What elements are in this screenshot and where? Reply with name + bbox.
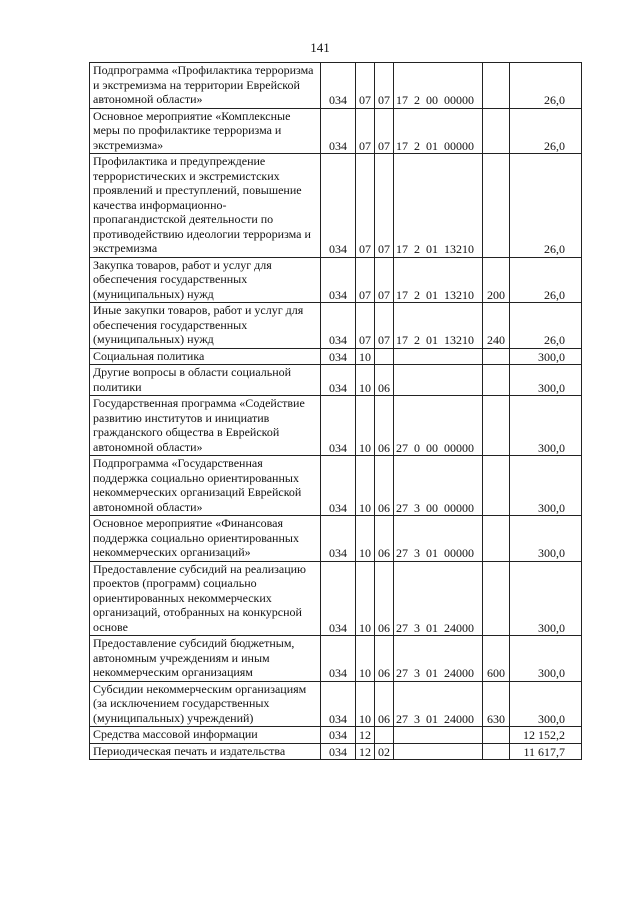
expense-type-cell: 630 (483, 681, 510, 727)
target-article-cell (394, 743, 483, 760)
subsection-code-cell: 06 (375, 636, 394, 682)
table-row (90, 743, 582, 760)
expense-type-cell: 240 (483, 303, 510, 349)
row-name-cell: Субсидии некоммерческим организациям (за исключением государственных (муниципальных) учреждений) (90, 681, 321, 727)
expense-type-cell (483, 743, 510, 760)
expense-type-cell: 600 (483, 636, 510, 682)
ministry-code-cell: 034 (321, 681, 356, 727)
subsection-code-cell: 07 (375, 257, 394, 303)
amount-cell: 300,0 (510, 636, 582, 682)
row-name-cell: Основное мероприятие «Комплексные меры по профилактике терроризма и экстремизма» (90, 108, 321, 154)
amount-cell: 300,0 (510, 348, 582, 365)
subsection-code-cell: 06 (375, 396, 394, 456)
target-article-cell: 17 2 01 13210 (394, 154, 483, 258)
table-row (90, 303, 582, 349)
ministry-code-cell: 034 (321, 456, 356, 516)
amount-cell: 300,0 (510, 681, 582, 727)
amount-cell: 300,0 (510, 516, 582, 562)
budget-table (89, 62, 582, 760)
ministry-code-cell: 034 (321, 257, 356, 303)
section-code-cell: 12 (356, 727, 375, 744)
expense-type-cell (483, 396, 510, 456)
section-code-cell: 10 (356, 681, 375, 727)
table-row (90, 516, 582, 562)
section-code-cell: 07 (356, 154, 375, 258)
row-name-cell: Социальная политика (90, 348, 321, 365)
subsection-code-cell: 06 (375, 561, 394, 636)
subsection-code-cell: 02 (375, 743, 394, 760)
subsection-code-cell: 07 (375, 63, 394, 109)
section-code-cell: 10 (356, 456, 375, 516)
section-code-cell: 07 (356, 63, 375, 109)
target-article-cell: 17 2 01 00000 (394, 108, 483, 154)
table-row (90, 63, 582, 109)
amount-cell: 26,0 (510, 63, 582, 109)
target-article-cell: 17 2 01 13210 (394, 257, 483, 303)
ministry-code-cell: 034 (321, 727, 356, 744)
table-row (90, 365, 582, 396)
section-code-cell: 10 (356, 561, 375, 636)
target-article-cell: 27 3 01 00000 (394, 516, 483, 562)
section-code-cell: 10 (356, 365, 375, 396)
expense-type-cell (483, 727, 510, 744)
row-name-cell: Предоставление субсидий на реализацию проектов (программ) социально ориентированных некоммерческих организаций, отобранных на конкурсной основе (90, 561, 321, 636)
subsection-code-cell: 06 (375, 681, 394, 727)
row-name-cell: Иные закупки товаров, работ и услуг для обеспечения государственных (муниципальных) нужд (90, 303, 321, 349)
amount-cell: 26,0 (510, 108, 582, 154)
page-number: 141 (310, 40, 330, 55)
table-row (90, 456, 582, 516)
subsection-code-cell (375, 727, 394, 744)
section-code-cell: 12 (356, 743, 375, 760)
section-code-cell: 10 (356, 636, 375, 682)
target-article-cell: 27 3 01 24000 (394, 561, 483, 636)
target-article-cell: 27 3 01 24000 (394, 681, 483, 727)
subsection-code-cell: 07 (375, 303, 394, 349)
table-row (90, 727, 582, 744)
table-row (90, 396, 582, 456)
expense-type-cell (483, 365, 510, 396)
target-article-cell: 17 2 00 00000 (394, 63, 483, 109)
ministry-code-cell: 034 (321, 63, 356, 109)
ministry-code-cell: 034 (321, 743, 356, 760)
ministry-code-cell: 034 (321, 561, 356, 636)
table-row (90, 108, 582, 154)
target-article-cell (394, 365, 483, 396)
amount-cell: 12 152,2 (510, 727, 582, 744)
table-row (90, 348, 582, 365)
expense-type-cell (483, 456, 510, 516)
section-code-cell: 10 (356, 516, 375, 562)
row-name-cell: Государственная программа «Содействие развитию институтов и инициатив гражданского общества в Еврейской автономной области» (90, 396, 321, 456)
table-row (90, 257, 582, 303)
expense-type-cell (483, 561, 510, 636)
row-name-cell: Другие вопросы в области социальной политики (90, 365, 321, 396)
amount-cell: 26,0 (510, 303, 582, 349)
row-name-cell: Основное мероприятие «Финансовая поддержка социально ориентированных некоммерческих организаций» (90, 516, 321, 562)
ministry-code-cell: 034 (321, 365, 356, 396)
row-name-cell: Периодическая печать и издательства (90, 743, 321, 760)
target-article-cell (394, 727, 483, 744)
section-code-cell: 10 (356, 396, 375, 456)
budget-table-body (90, 63, 582, 760)
target-article-cell: 27 3 00 00000 (394, 456, 483, 516)
section-code-cell: 10 (356, 348, 375, 365)
amount-cell: 26,0 (510, 257, 582, 303)
expense-type-cell (483, 63, 510, 109)
row-name-cell: Средства массовой информации (90, 727, 321, 744)
ministry-code-cell: 034 (321, 396, 356, 456)
amount-cell: 300,0 (510, 456, 582, 516)
target-article-cell (394, 348, 483, 365)
amount-cell: 300,0 (510, 365, 582, 396)
row-name-cell: Закупка товаров, работ и услуг для обеспечения государственных (муниципальных) нужд (90, 257, 321, 303)
section-code-cell: 07 (356, 257, 375, 303)
ministry-code-cell: 034 (321, 348, 356, 365)
row-name-cell: Подпрограмма «Государственная поддержка социально ориентированных некоммерческих организаций Еврейской автономной области» (90, 456, 321, 516)
expense-type-cell: 200 (483, 257, 510, 303)
ministry-code-cell: 034 (321, 154, 356, 258)
ministry-code-cell: 034 (321, 516, 356, 562)
table-row (90, 636, 582, 682)
target-article-cell: 17 2 01 13210 (394, 303, 483, 349)
section-code-cell: 07 (356, 108, 375, 154)
row-name-cell: Профилактика и предупреждение террористических и экстремистских проявлений и преступлений, повышение качества информационно-пропагандистской деятельности по противодействию идеологии терроризма и экстремизма (90, 154, 321, 258)
ministry-code-cell: 034 (321, 303, 356, 349)
expense-type-cell (483, 154, 510, 258)
subsection-code-cell: 06 (375, 365, 394, 396)
table-row (90, 681, 582, 727)
subsection-code-cell: 07 (375, 108, 394, 154)
expense-type-cell (483, 516, 510, 562)
table-row (90, 154, 582, 258)
amount-cell: 300,0 (510, 561, 582, 636)
row-name-cell: Подпрограмма «Профилактика терроризма и экстремизма на территории Еврейской автономной области» (90, 63, 321, 109)
expense-type-cell (483, 348, 510, 365)
subsection-code-cell: 06 (375, 456, 394, 516)
row-name-cell: Предоставление субсидий бюджетным, автономным учреждениям и иным некоммерческим организациям (90, 636, 321, 682)
amount-cell: 11 617,7 (510, 743, 582, 760)
target-article-cell: 27 0 00 00000 (394, 396, 483, 456)
expense-type-cell (483, 108, 510, 154)
section-code-cell: 07 (356, 303, 375, 349)
ministry-code-cell: 034 (321, 108, 356, 154)
subsection-code-cell: 06 (375, 516, 394, 562)
table-row (90, 561, 582, 636)
target-article-cell: 27 3 01 24000 (394, 636, 483, 682)
amount-cell: 26,0 (510, 154, 582, 258)
subsection-code-cell: 07 (375, 154, 394, 258)
subsection-code-cell (375, 348, 394, 365)
ministry-code-cell: 034 (321, 636, 356, 682)
amount-cell: 300,0 (510, 396, 582, 456)
